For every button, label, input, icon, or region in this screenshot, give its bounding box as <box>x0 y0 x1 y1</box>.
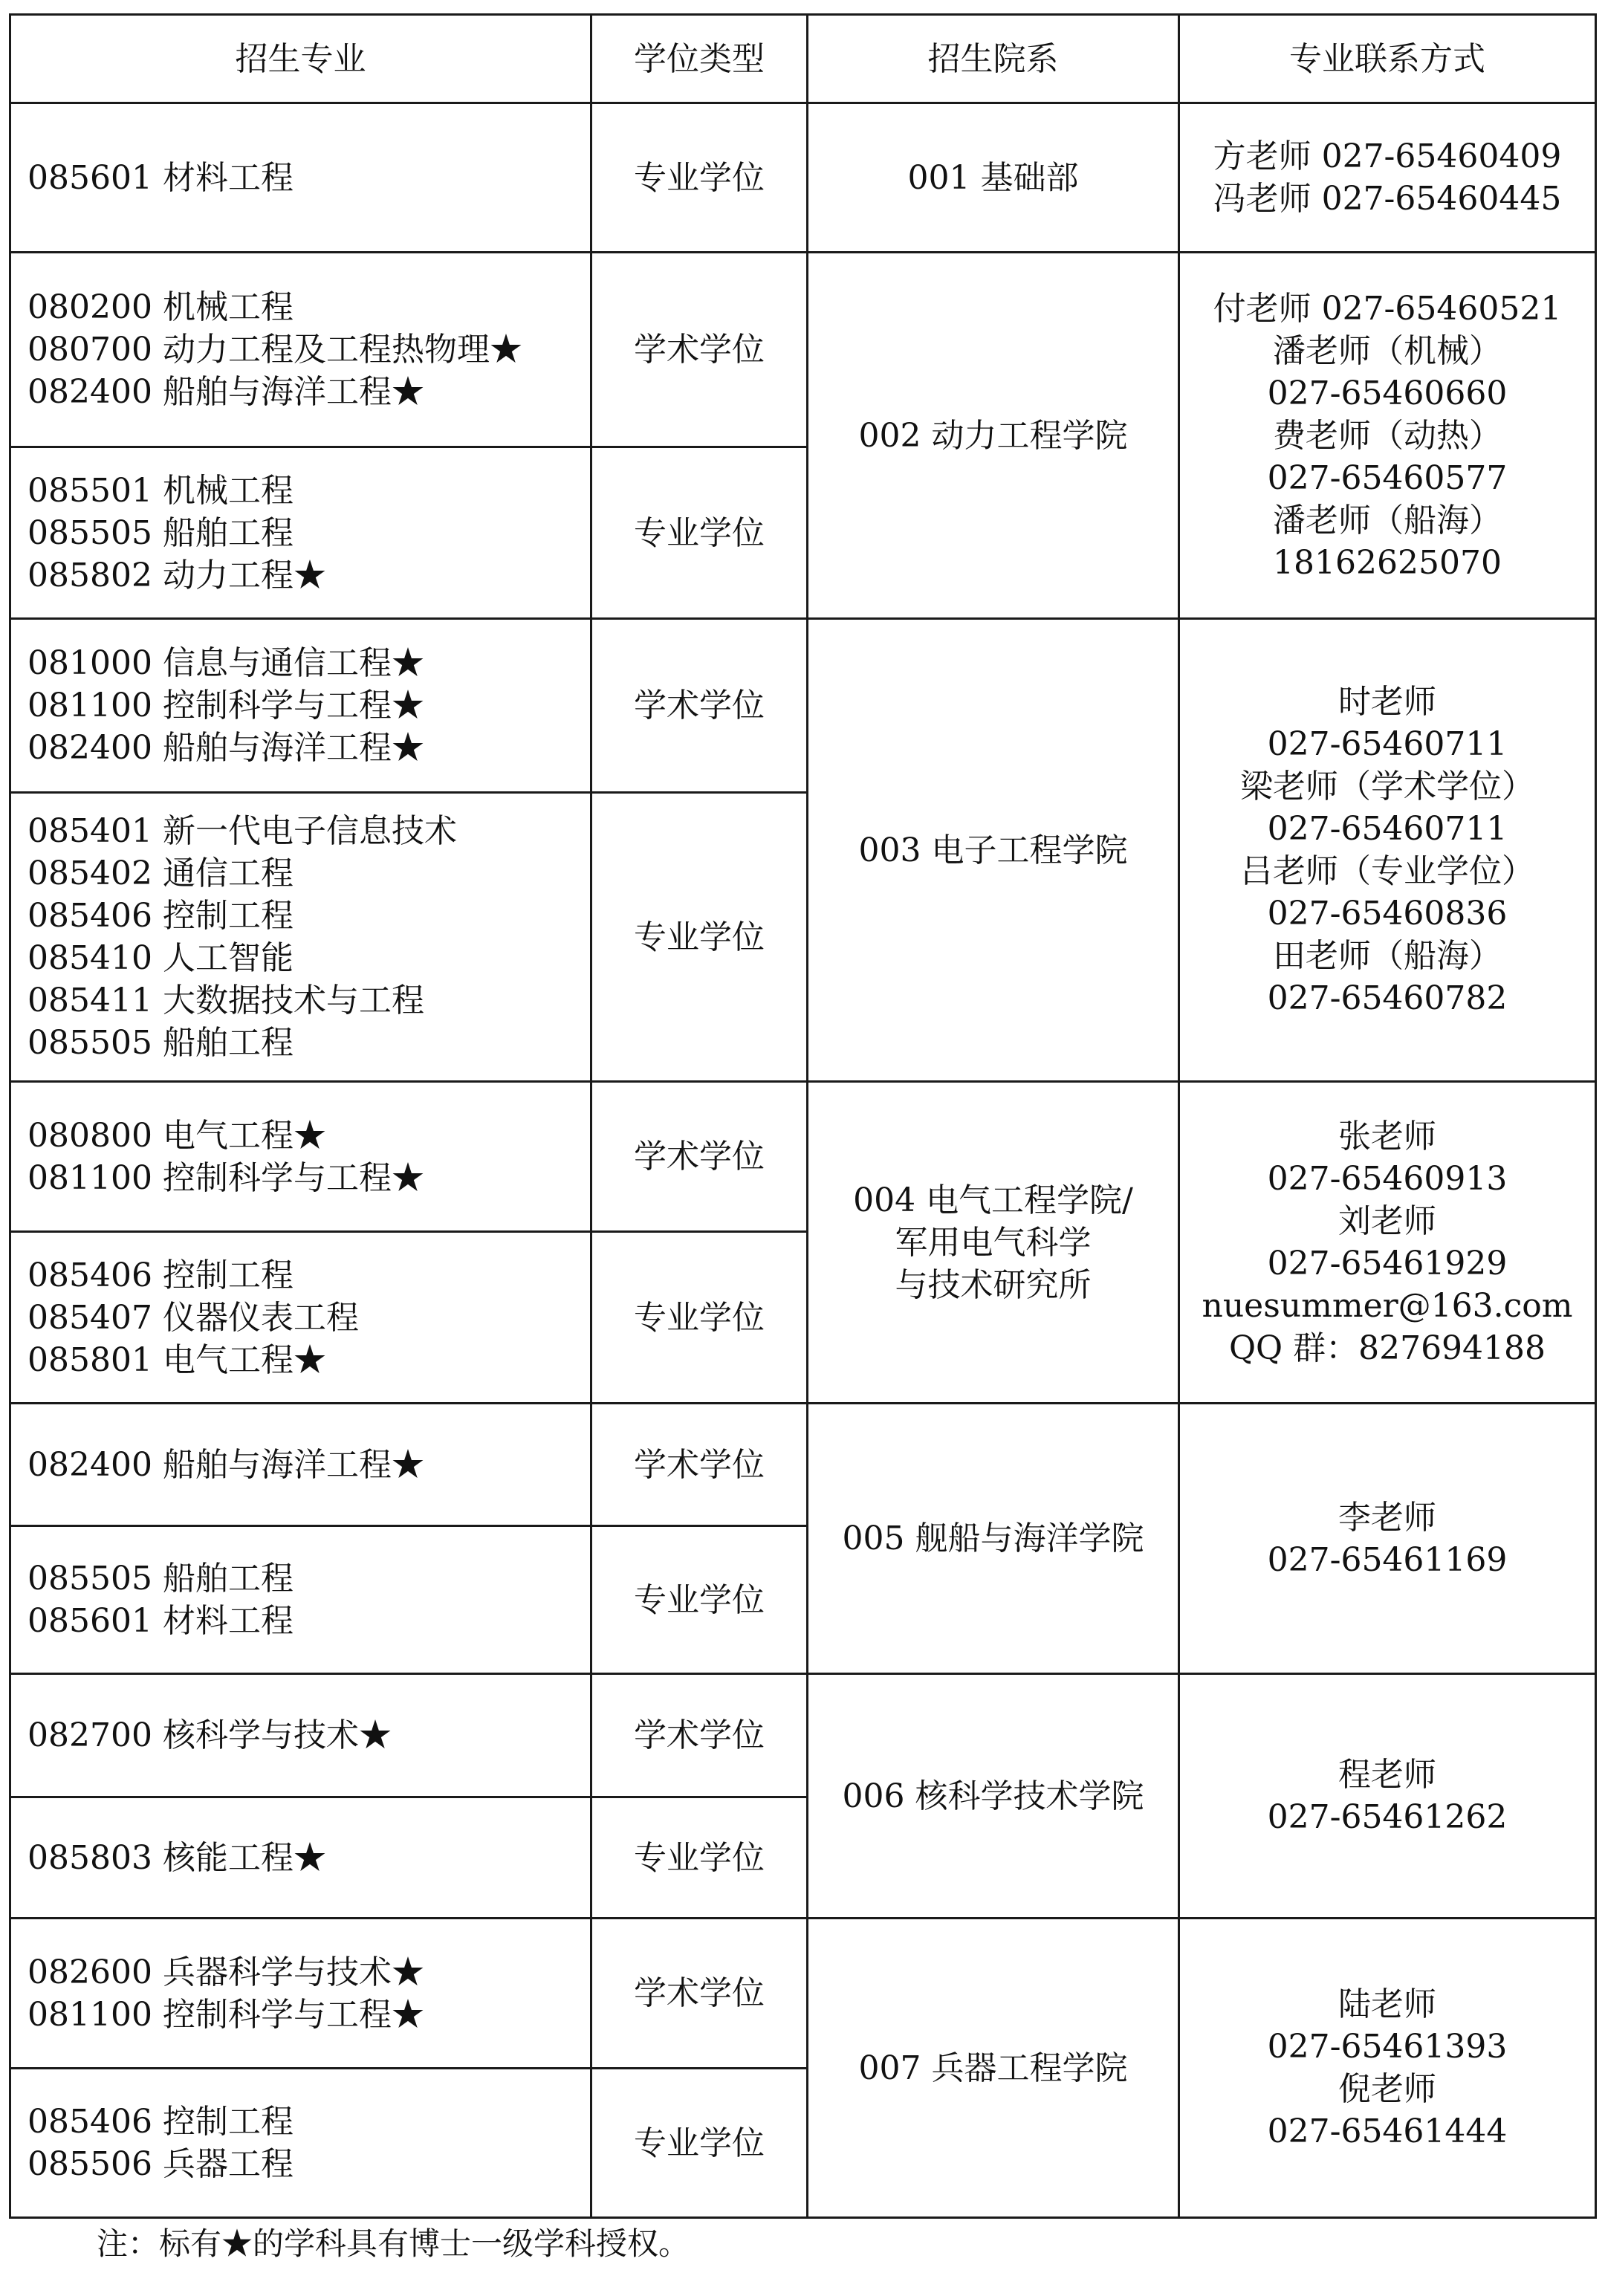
table-row <box>10 1404 1596 1526</box>
contact-cell <box>1179 103 1596 253</box>
major-cell <box>10 619 591 793</box>
major-cell <box>10 793 591 1082</box>
major-item: 085406 控制工程 <box>27 1256 294 1294</box>
header-department: 招生院系 <box>808 15 1179 103</box>
degree-cell: 学术学位 <box>591 1082 808 1232</box>
contact-line: 027-65460660 <box>1267 374 1508 412</box>
major-item: 082600 兵器科学与技术★ <box>27 1953 424 1991</box>
degree-cell: 专业学位 <box>591 2069 808 2218</box>
contact-line: 程老师 <box>1338 1756 1436 1794</box>
contact-cell <box>1179 1082 1596 1404</box>
contact-cell <box>1179 1919 1596 2218</box>
contact-line: 027-65460836 <box>1267 895 1508 933</box>
contact-qq-group: QQ 群：827694188 <box>1228 1329 1546 1367</box>
major-item: 080200 机械工程 <box>27 288 294 326</box>
degree-cell: 学术学位 <box>591 253 808 447</box>
degree-cell: 专业学位 <box>591 793 808 1082</box>
major-item: 085803 核能工程★ <box>27 1838 326 1877</box>
major-item: 085505 船舶工程 <box>27 513 294 552</box>
contact-email: nuesummer@163.com <box>1202 1287 1573 1325</box>
major-item: 085801 电气工程★ <box>27 1340 326 1379</box>
degree-cell: 专业学位 <box>591 1797 808 1919</box>
department-name: 005 舰船与海洋学院 <box>842 1520 1144 1557</box>
table-row <box>10 1674 1596 1797</box>
degree-cell: 学术学位 <box>591 1404 808 1526</box>
contact-line: 027-65461169 <box>1267 1540 1508 1579</box>
degree-cell: 专业学位 <box>591 1526 808 1674</box>
contact-line: 潘老师（船海） <box>1273 501 1502 539</box>
major-item: 085802 动力工程★ <box>27 556 326 594</box>
contact-cell <box>1179 1404 1596 1674</box>
contact-line: 027-65460711 <box>1267 810 1508 848</box>
enrollment-table <box>9 13 1597 2219</box>
major-item: 082400 船舶与海洋工程★ <box>27 1445 424 1484</box>
department-cell <box>808 103 1179 253</box>
contact-cell <box>1179 253 1596 619</box>
contact-line: 027-65460711 <box>1267 725 1508 763</box>
department-cell <box>808 1404 1179 1674</box>
contact-cell <box>1179 1674 1596 1919</box>
major-item: 085402 通信工程 <box>27 854 294 892</box>
major-item: 085501 机械工程 <box>27 471 294 510</box>
degree-cell: 专业学位 <box>591 1232 808 1404</box>
contact-line: 027-65461262 <box>1267 1798 1508 1836</box>
header-row <box>10 15 1596 103</box>
department-cell <box>808 1082 1179 1404</box>
department-name: 006 核科学技术学院 <box>842 1777 1144 1815</box>
contact-line: 李老师 <box>1338 1498 1436 1537</box>
contact-line: 冯老师 027-65460445 <box>1213 180 1562 218</box>
major-item: 085401 新一代电子信息技术 <box>27 812 457 850</box>
table-row <box>10 253 1596 447</box>
table-row <box>10 1082 1596 1232</box>
major-item: 085601 材料工程 <box>27 158 294 197</box>
major-cell <box>10 103 591 253</box>
table-row <box>10 1919 1596 2069</box>
contact-line: 倪老师 <box>1338 2070 1436 2108</box>
major-item: 082400 船舶与海洋工程★ <box>27 373 424 411</box>
department-cell <box>808 1919 1179 2218</box>
header-degree-type: 学位类型 <box>591 15 808 103</box>
contact-line: 吕老师（专业学位） <box>1240 852 1534 890</box>
major-item: 081100 控制科学与工程★ <box>27 687 424 724</box>
major-cell <box>10 253 591 447</box>
major-item: 081100 控制科学与工程★ <box>27 1158 424 1197</box>
contact-line: 027-65461393 <box>1267 2028 1508 2066</box>
major-cell <box>10 1674 591 1797</box>
major-item: 085505 船舶工程 <box>27 1024 294 1062</box>
major-item: 080700 动力工程及工程热物理★ <box>27 331 522 369</box>
major-item: 081000 信息与通信工程★ <box>27 644 424 682</box>
contact-line: 18162625070 <box>1273 543 1502 582</box>
contact-cell <box>1179 619 1596 1082</box>
department-name: 003 电子工程学院 <box>858 831 1128 869</box>
degree-cell: 专业学位 <box>591 103 808 253</box>
major-cell <box>10 2069 591 2218</box>
major-item: 085410 人工智能 <box>27 939 294 977</box>
major-item: 085601 材料工程 <box>27 1602 294 1640</box>
contact-line: 付老师 027-65460521 <box>1213 289 1562 328</box>
contact-line: 时老师 <box>1338 683 1436 721</box>
major-cell <box>10 447 591 619</box>
contact-line: 张老师 <box>1338 1118 1436 1155</box>
contact-line: 027-65460913 <box>1267 1160 1508 1198</box>
contact-line: 方老师 027-65460409 <box>1213 137 1562 175</box>
major-item: 085411 大数据技术与工程 <box>27 982 424 1019</box>
contact-line: 潘老师（机械） <box>1273 331 1502 370</box>
major-item: 085406 控制工程 <box>27 897 294 935</box>
degree-cell: 学术学位 <box>591 1674 808 1797</box>
major-cell <box>10 1232 591 1404</box>
department-name: 001 基础部 <box>907 158 1079 197</box>
department-name: 004 电气工程学院/ <box>853 1181 1133 1219</box>
degree-cell: 学术学位 <box>591 619 808 793</box>
department-cell <box>808 619 1179 1082</box>
major-cell <box>10 1526 591 1674</box>
major-item: 085506 兵器工程 <box>27 2145 294 2183</box>
major-cell <box>10 1919 591 2069</box>
degree-cell: 专业学位 <box>591 447 808 619</box>
major-cell <box>10 1404 591 1526</box>
department-name: 007 兵器工程学院 <box>858 2049 1128 2087</box>
major-cell <box>10 1797 591 1919</box>
table-row <box>10 103 1596 253</box>
department-name: 军用电气科学 <box>895 1223 1092 1262</box>
major-cell <box>10 1082 591 1232</box>
contact-line: 田老师（船海） <box>1273 937 1502 975</box>
major-item: 085407 仪器仪表工程 <box>27 1298 359 1337</box>
degree-cell: 学术学位 <box>591 1919 808 2069</box>
major-item: 081100 控制科学与工程★ <box>27 1995 424 2034</box>
major-item: 085406 控制工程 <box>27 2103 294 2141</box>
major-item: 080800 电气工程★ <box>27 1116 326 1155</box>
department-name: 与技术研究所 <box>895 1265 1092 1304</box>
contact-line: 费老师（动热） <box>1273 416 1502 455</box>
major-item: 082700 核科学与技术★ <box>27 1716 392 1754</box>
contact-line: 陆老师 <box>1338 1985 1436 2023</box>
footnote: 注：标有★的学科具有博士一级学科授权。 <box>97 2225 690 2262</box>
major-item: 085505 船舶工程 <box>27 1560 294 1598</box>
header-contact: 专业联系方式 <box>1179 15 1596 103</box>
contact-line: 027-65460782 <box>1267 979 1508 1017</box>
department-cell <box>808 253 1179 619</box>
department-name: 002 动力工程学院 <box>858 416 1128 455</box>
contact-line: 梁老师（学术学位） <box>1240 768 1534 805</box>
department-cell <box>808 1674 1179 1919</box>
contact-line: 027-65460577 <box>1267 458 1508 497</box>
enrollment-table-container <box>9 13 1595 2216</box>
contact-line: 027-65461444 <box>1267 2112 1508 2150</box>
major-item: 082400 船舶与海洋工程★ <box>27 729 424 767</box>
table-row <box>10 619 1596 793</box>
header-major: 招生专业 <box>10 15 591 103</box>
contact-line: 027-65461929 <box>1267 1245 1508 1282</box>
contact-line: 刘老师 <box>1338 1202 1436 1240</box>
